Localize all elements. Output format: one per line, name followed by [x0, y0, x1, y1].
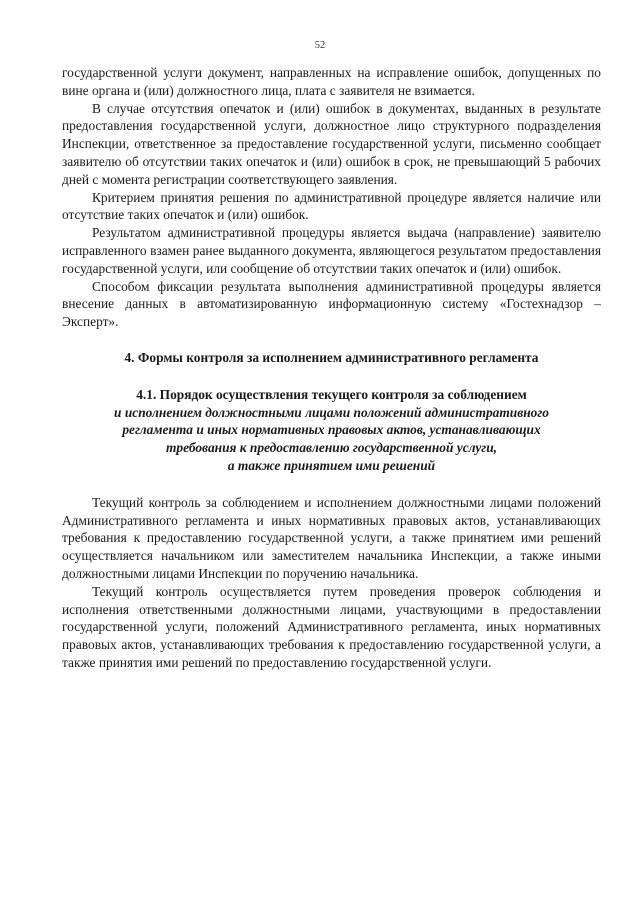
- paragraph: Способом фиксации результата выполнения административной процедуры является внесение данных в автоматизированную информационную систему «Гостехнадзор – Эксперт».: [62, 278, 601, 330]
- document-body: [62, 64, 601, 672]
- page-number: 52: [314, 40, 326, 51]
- paragraph: В случае отсутствия опечаток и (или) ошибок в документах, выданных в результате предоставления государственной услуги, должностное лицо структурного подразделения Инспекции, ответственное за предоставление государственной услуги, письменно сообщает заявителю об отсутствии таких опечаток и (или) ошибок в срок, не превышающий 5 рабочих дней с момента регистрации соответствующего заявления.: [62, 100, 601, 187]
- paragraph: Текущий контроль осуществляется путем проведения проверок соблюдения и исполнения ответственными должностными лицами, участвующими в предоставлении государственной услуги, положений Административного регламента, иных нормативных правовых актов, устанавливающих требования к предоставлению государственной услуги, а также принятия ими решений по предоставлению государственной услуги.: [62, 583, 601, 670]
- subsection-heading-line: 4.1. Порядок осуществления текущего контроля за соблюдением: [136, 386, 527, 402]
- paragraph: Текущий контроль за соблюдением и исполнением должностными лицами положений Административного регламента и иных нормативных правовых актов, устанавливающих требования к предоставлению государственной услуги, а также принятием ими решений осуществляется начальником или заместителем начальника Инспекции, а также иными должностными лицами Инспекции по поручению начальника.: [62, 494, 601, 581]
- subsection-heading-line: а также принятием ими решений: [227, 457, 436, 473]
- paragraph: государственной услуги документ, направленных на исправление ошибок, допущенных по вине органа и (или) должностного лица, плата с заявителя не взимается.: [62, 65, 601, 98]
- subsection-heading-line: регламента и иных нормативных правовых актов, устанавливающих: [122, 422, 541, 438]
- spacer: [62, 475, 601, 494]
- subsection-heading: [62, 386, 601, 475]
- subsection-heading-line: и исполнением должностными лицами положений административного: [114, 404, 549, 420]
- section-heading: 4. Формы контроля за исполнением административного регламента: [124, 349, 539, 365]
- subsection-heading-line: требования к предоставлению государственной услуги,: [165, 440, 498, 456]
- paragraph: Результатом административной процедуры является выдача (направление) заявителю исправленного взамен ранее выданного документа, являющегося результатом предоставления государственной услуги, или сообщение об отсутствии таких опечаток и (или) ошибок.: [62, 225, 601, 276]
- paragraph: Критерием принятия решения по административной процедуре является наличие или отсутствие таких опечаток и (или) ошибок.: [62, 189, 601, 223]
